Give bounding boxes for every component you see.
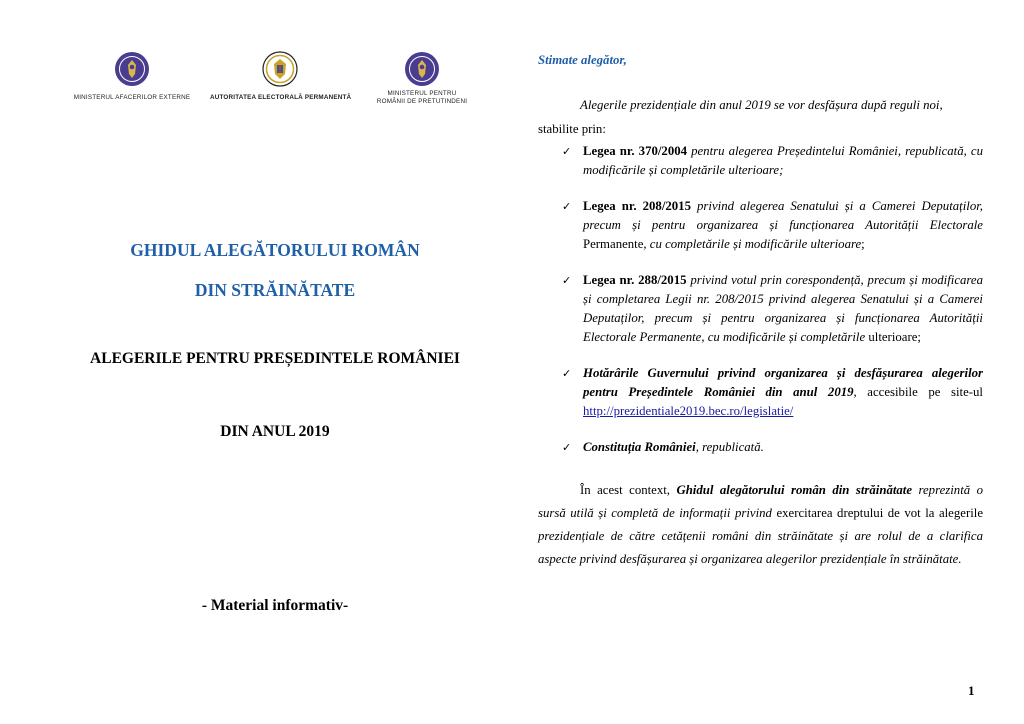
election-subtitle-line1: ALEGERILE PENTRU PREȘEDINTELE ROMÂNIEI — [90, 350, 460, 367]
mae-seal-icon — [113, 50, 151, 88]
intro-line: Alegerile prezidențiale din anul 2019 se vor desfășura după reguli noi, — [580, 98, 943, 112]
logo-strip — [62, 50, 482, 110]
page-number: 1 — [968, 683, 975, 698]
aep-seal-icon — [261, 50, 299, 88]
mae-logo — [62, 50, 202, 102]
mrp-logo — [362, 50, 482, 106]
election-subtitle-line2: DIN ANUL 2019 — [220, 423, 330, 440]
intro-rest: stabilite prin: — [538, 122, 606, 136]
guide-title-line2: DIN STRĂINĂTATE — [194, 280, 356, 300]
informative-material-note: - Material informativ- — [201, 597, 349, 614]
mrp-caption-line1: MINISTERUL PENTRU — [387, 90, 457, 97]
mae-caption: MINISTERUL AFACERILOR EXTERNE — [73, 94, 191, 101]
checkmark-icon: ✓ — [562, 441, 572, 454]
checkmark-icon: ✓ — [562, 367, 572, 380]
checkmark-icon: ✓ — [562, 145, 572, 158]
law-item: ✓ Hotărârile Guvernului privind organizarea și desfășurarea alegerilor pentru Președintele României din anul 2019, accesibile pe site-ul http://prezidentiale2019.bec.ro/legislatie/ — [562, 366, 983, 418]
law-item: ✓ Legea nr. 370/2004 pentru alegerea Președintelui României, republicată, cu modificările și completările ulterioare; — [562, 144, 983, 177]
law-item: ✓ Legea nr. 208/2015 privind alegerea Senatului și a Camerei Deputaților, precum și pentru organizarea și funcționarea Autorității Electorale Permanente, cu completările și modificările ulterioare; — [562, 199, 983, 251]
aep-logo — [210, 50, 350, 102]
law-item: ✓ Legea nr. 288/2015 privind votul prin corespondență, precum și modificarea și completarea Legii nr. 208/2015 privind alegerea Senatului și a Camerei Deputaților, precum și pentru organizarea și funcționarea Autorității Electorale Permanente, cu modificările și completările ulterioare; — [562, 273, 983, 344]
mrp-seal-icon — [403, 50, 441, 88]
checkmark-icon: ✓ — [562, 200, 572, 213]
law-item: ✓ Constituția României, republicată. — [562, 438, 983, 457]
greeting: Stimate alegător, — [538, 53, 627, 67]
laws-list — [562, 142, 983, 457]
context-paragraph: În acest context, Ghidul alegătorului român din străinătate reprezintă o sursă utilă și completă de informații privind exercitarea dreptului de vot la alegerile prezidențiale de către cetățenii români din străinătate și are rolul de a clarifica aspecte privind desfășurarea și organizarea alegerilor prezidențiale în străinătate. — [538, 483, 983, 566]
checkmark-icon: ✓ — [562, 274, 572, 287]
aep-caption: AUTORITATEA ELECTORALĂ PERMANENTĂ — [210, 94, 352, 101]
legislation-link[interactable]: http://prezidentiale2019.bec.ro/legislatie/ — [583, 404, 794, 418]
guide-title-line1: GHIDUL ALEGĂTORULUI ROMÂN — [130, 240, 420, 260]
mrp-caption-line2: ROMÂNII DE PRETUTINDENI — [376, 98, 468, 105]
